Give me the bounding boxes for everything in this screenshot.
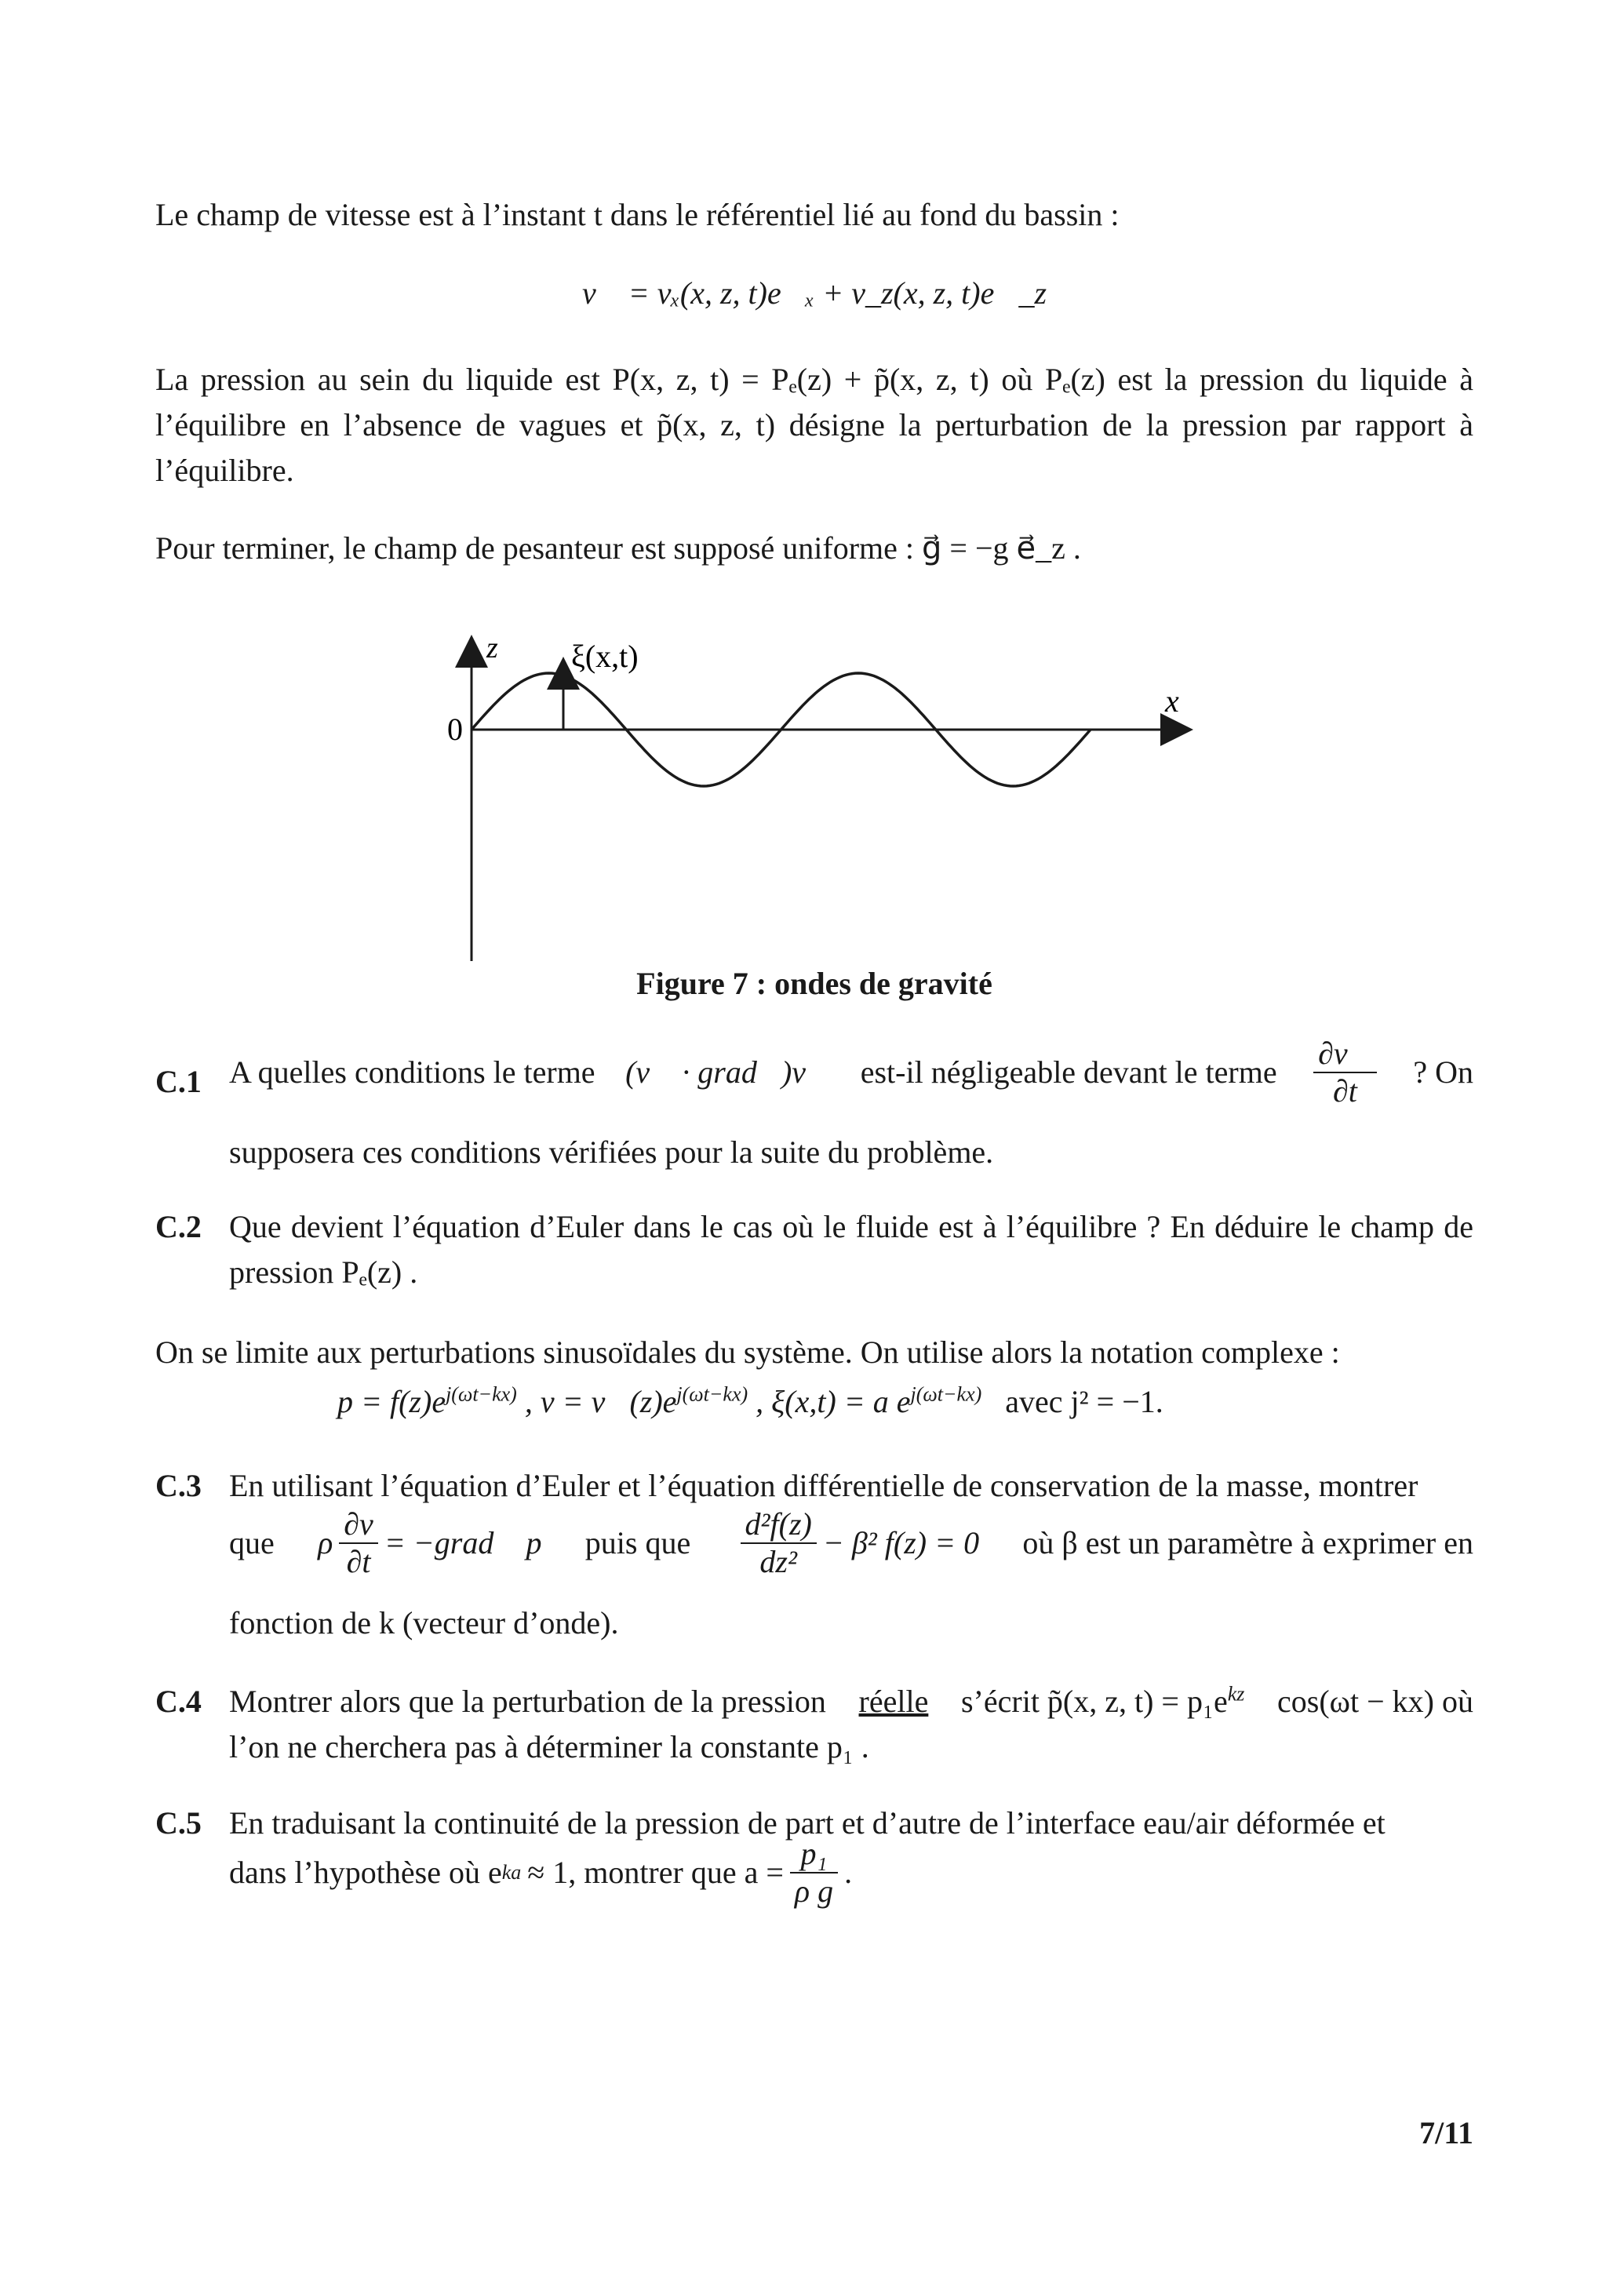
c4-exp: kz (1227, 1682, 1245, 1706)
c5-b: ≈ 1, montrer que a = (527, 1855, 784, 1890)
origin-label: 0 (447, 712, 463, 747)
c3-puis-que: puis que (584, 1525, 691, 1560)
exp-2: j(ωt−kx) (676, 1382, 748, 1406)
c3-que: que (229, 1525, 275, 1560)
c1-fraction (1313, 1036, 1377, 1109)
c1-text-c: ? On (1413, 1054, 1473, 1090)
question-number: C.3 (155, 1468, 202, 1503)
pressure-paragraph: La pression au sein du liquide est P(x, z, t) = Pₑ(z) + p̃(x, z, t) où Pₑ(z) est la pression du liquide à l’équilibre en l’absence de vagues et p̃(x, z, t) désigne la perturbation de la pression par rapport à l’équilibre. (155, 362, 1473, 488)
c4-b: s’écrit p̃(x, z, t) = p₁e (960, 1684, 1228, 1719)
exp-3: j(ωt−kx) (910, 1382, 982, 1406)
question-c2-text: Que devient l’équation d’Euler dans le cas où le fluide est à l’équilibre ? En déduire le champ de pression Pₑ(z) . (229, 1209, 1473, 1290)
c3-rho: ρ (318, 1525, 333, 1560)
question-c5-line1: En traduisant la continuité de la pression de part et d’autre de l’interface eau/air déformée et (229, 1805, 1385, 1841)
figure-caption: Figure 7 : ondes de gravité (636, 966, 992, 1001)
c3-f2-num: d²f(z) (741, 1506, 817, 1544)
j-definition: avec j² = −1. (1005, 1384, 1163, 1419)
c3-eq1-rhs: = −grad⃗ p (384, 1525, 542, 1560)
p-complex-eq: p = f(z)e (337, 1384, 446, 1419)
c4-a: Montrer alors que la perturbation de la pression (229, 1684, 826, 1719)
v-complex-eq: , v = v⃗(z)e (524, 1384, 677, 1419)
c1-frac-den: ∂t (1333, 1073, 1357, 1109)
question-c3-line1: En utilisant l’équation d’Euler et l’équation différentielle de conservation de la masse, montrer (229, 1468, 1418, 1503)
question-number: C.2 (155, 1209, 202, 1244)
c3-tail: où β est un paramètre à exprimer en (1022, 1525, 1473, 1560)
xi-label: ξ(x,t) (571, 639, 639, 674)
c5-end: . (844, 1855, 853, 1890)
xi-complex-eq: , ξ(x,t) = a e (756, 1384, 911, 1419)
question-c3-line3: fonction de k (vecteur d’onde). (229, 1605, 619, 1640)
velocity-equation: v⃗ = vₓ(x, z, t)e⃗ₓ + v_z(x, z, t)e⃗_z (581, 275, 1047, 311)
c1-text-b: est-il négligeable devant le terme (860, 1054, 1277, 1090)
c5-frac-den: ρ g (794, 1873, 834, 1909)
c3-f1-den: ∂t (346, 1544, 371, 1579)
question-c1-line2: supposera ces conditions vérifiées pour la suite du problème. (229, 1134, 994, 1170)
question-c4-line2: l’on ne cherchera pas à déterminer la constante p₁ . (229, 1729, 869, 1764)
question-number: C.1 (155, 1064, 202, 1099)
f-diff-eq (734, 1506, 980, 1580)
c4-reelle: réelle (858, 1684, 929, 1719)
c1-term: (v⃗ · grad⃗)v⃗ (625, 1054, 831, 1090)
c1-frac-num: ∂v⃗ (1313, 1036, 1377, 1073)
sinus-intro: On se limite aux perturbations sinusoïdales du système. On utilise alors la notation complexe : (155, 1335, 1340, 1370)
euler-linear-eq (318, 1506, 541, 1580)
c3-eq2-rhs: − β² f(z) = 0 (822, 1525, 980, 1560)
c3-frac-2 (741, 1506, 817, 1580)
x-axis-label: x (1165, 683, 1179, 719)
c4-b-group (961, 1679, 1244, 1724)
page-number: 7/11 (1419, 2115, 1473, 2150)
gravity-sentence: Pour terminer, le champ de pesanteur est supposé uniforme : g⃗ = −g e⃗_z . (155, 530, 1081, 566)
c3-frac-1 (339, 1506, 378, 1580)
c5-exp: ka (501, 1861, 522, 1884)
wave-figure (392, 628, 1255, 973)
question-c5-line2 (229, 1836, 1473, 1910)
question-number: C.5 (155, 1805, 202, 1841)
question-c3-line2 (229, 1506, 1473, 1580)
velocity-sentence: Le champ de vitesse est à l’instant t dans le référentiel lié au fond du bassin : (155, 197, 1120, 232)
question-number: C.4 (155, 1684, 202, 1719)
c5-a: dans l’hypothèse où e (229, 1855, 502, 1890)
c1-text-a: A quelles conditions le terme (229, 1054, 595, 1090)
c5-fraction (790, 1836, 838, 1910)
question-c1-line1 (229, 1036, 1473, 1109)
exp-1: j(ωt−kx) (446, 1382, 517, 1406)
z-axis-label: z (486, 632, 498, 665)
c4-c: cos(ωt − kx) où (1277, 1684, 1473, 1719)
question-c4-line1 (229, 1679, 1473, 1724)
c3-f2-den: dz² (759, 1544, 797, 1579)
complex-notation-equation (337, 1379, 1436, 1425)
c5-frac-num: p₁ (790, 1836, 838, 1873)
c3-f1-num: ∂v (339, 1506, 378, 1544)
